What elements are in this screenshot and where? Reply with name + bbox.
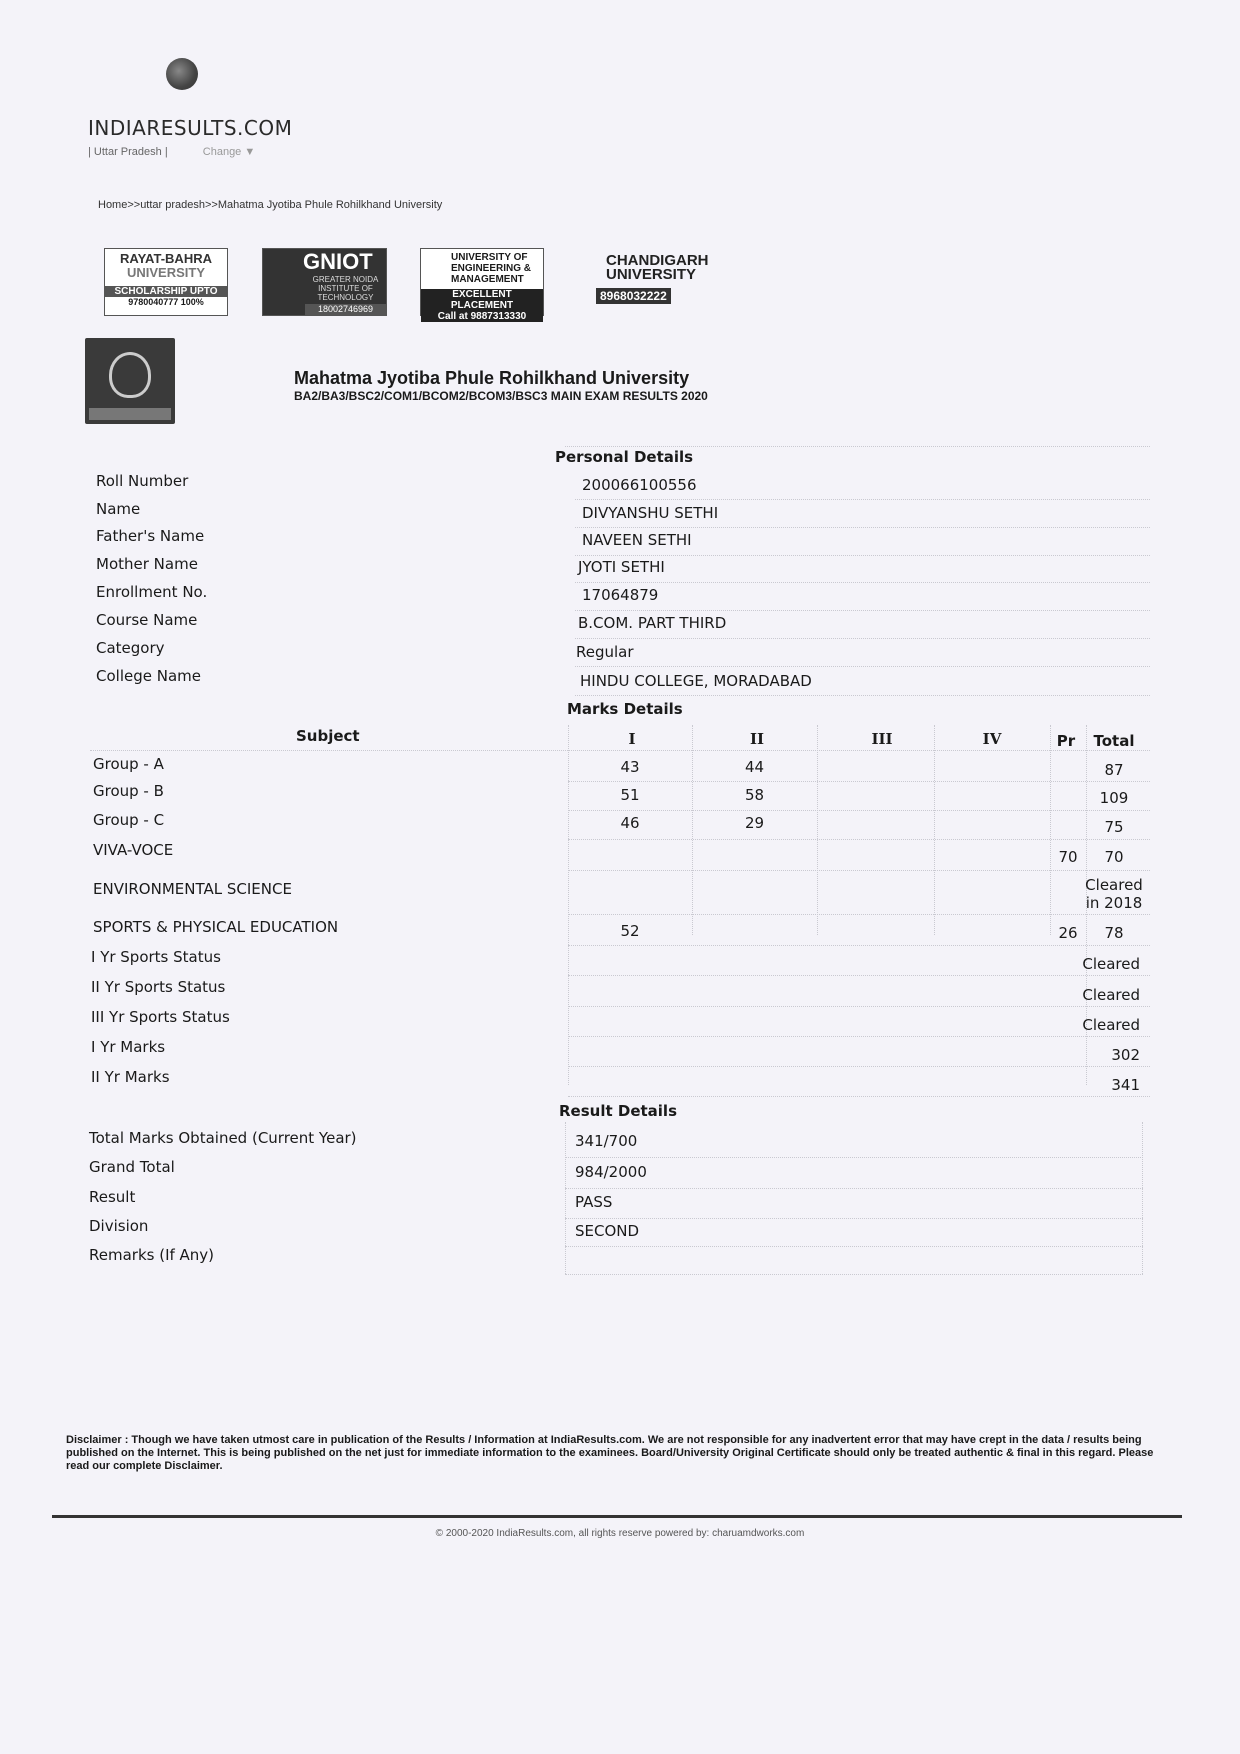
col-header-pr: Pr bbox=[1056, 732, 1076, 750]
result-value: 341/700 bbox=[575, 1132, 638, 1150]
change-state-link[interactable]: Change ▼ bbox=[202, 146, 256, 158]
state-label: | Uttar Pradesh | bbox=[88, 146, 168, 158]
footer-divider bbox=[52, 1515, 1182, 1518]
ad-gn-phone: 18002746969 bbox=[305, 304, 386, 315]
status-value: Cleared bbox=[1082, 955, 1140, 973]
personal-value: 17064879 bbox=[582, 586, 659, 604]
col-header-iii: III bbox=[871, 730, 893, 748]
status-value: 341 bbox=[1111, 1076, 1140, 1094]
ad-rb-title: RAYAT-BAHRA bbox=[120, 251, 212, 266]
marks-i: 43 bbox=[620, 758, 640, 776]
personal-label: Category bbox=[96, 639, 165, 657]
status-value: Cleared bbox=[1082, 1016, 1140, 1034]
personal-value: 200066100556 bbox=[582, 476, 697, 494]
status-label: II Yr Sports Status bbox=[91, 978, 226, 996]
status-label: II Yr Marks bbox=[91, 1068, 170, 1086]
marks-i: 46 bbox=[620, 814, 640, 832]
ad-chandigarh[interactable] bbox=[578, 248, 709, 316]
personal-label: Father's Name bbox=[96, 527, 205, 545]
col-header-ii: II bbox=[749, 730, 765, 748]
personal-value: DIVYANSHU SETHI bbox=[582, 504, 719, 522]
site-logo-text[interactable]: INDIARESULTS.COM bbox=[88, 116, 293, 140]
status-label: III Yr Sports Status bbox=[91, 1008, 230, 1026]
state-selector bbox=[88, 146, 255, 158]
result-label: Division bbox=[89, 1217, 149, 1235]
university-emblem-icon bbox=[85, 338, 175, 424]
personal-label: Name bbox=[96, 500, 141, 518]
subject-name: SPORTS & PHYSICAL EDUCATION bbox=[93, 918, 339, 936]
ad-gniot[interactable] bbox=[262, 248, 387, 316]
subject-name: Group - C bbox=[93, 811, 165, 829]
ad-uem-phone: Call at 9887313330 bbox=[421, 311, 543, 322]
col-header-i: I bbox=[628, 730, 636, 748]
marks-details-heading: Marks Details bbox=[567, 700, 683, 718]
col-header-subject: Subject bbox=[296, 727, 360, 745]
result-value: SECOND bbox=[575, 1222, 640, 1240]
marks-pr: 70 bbox=[1058, 848, 1078, 866]
status-label: I Yr Sports Status bbox=[91, 948, 221, 966]
ad-rb-phone: 9780040777 100% bbox=[128, 297, 204, 307]
result-label: Total Marks Obtained (Current Year) bbox=[89, 1129, 357, 1147]
personal-value: JYOTI SETHI bbox=[578, 558, 665, 576]
result-label: Result bbox=[89, 1188, 136, 1206]
personal-value: HINDU COLLEGE, MORADABAD bbox=[580, 672, 812, 690]
ad-rb-sub: UNIVERSITY bbox=[126, 265, 205, 280]
footer-copyright: © 2000-2020 IndiaResults.com, all rights reserve powered by: charuamdworks.com bbox=[435, 1528, 805, 1539]
ad-uem[interactable] bbox=[420, 248, 544, 322]
ad-gn-sub: GREATER NOIDA INSTITUTE OF TECHNOLOGY bbox=[312, 275, 379, 302]
result-value: PASS bbox=[575, 1193, 613, 1211]
result-label: Grand Total bbox=[89, 1158, 175, 1176]
disclaimer-text: Disclaimer : Though we have taken utmost care in publication of the Results / Information at IndiaResults.com. We are not responsible for any inadvertent error that may have crept in the data / results being published on the Internet. This is being published on the net just for immediate information to the examinees. Board/University Original Certificate should only be treated authentic & final in this regard. Please read our complete Disclaimer. bbox=[66, 1434, 1154, 1472]
exam-title: BA2/BA3/BSC2/COM1/BCOM2/BCOM3/BSC3 MAIN EXAM RESULTS 2020 bbox=[294, 389, 708, 403]
status-value: Cleared bbox=[1082, 986, 1140, 1004]
result-value: 984/2000 bbox=[575, 1163, 647, 1181]
globe-logo-icon bbox=[166, 58, 198, 90]
university-name: Mahatma Jyotiba Phule Rohilkhand University bbox=[294, 368, 690, 388]
result-label: Remarks (If Any) bbox=[89, 1246, 215, 1264]
marks-total: 109 bbox=[1099, 789, 1129, 807]
ad-uem-band: EXCELLENT PLACEMENT bbox=[421, 289, 543, 311]
subject-name: Group - B bbox=[93, 782, 164, 800]
personal-label: College Name bbox=[96, 667, 201, 685]
status-label: I Yr Marks bbox=[91, 1038, 166, 1056]
personal-details-heading: Personal Details bbox=[555, 448, 694, 466]
personal-label: Roll Number bbox=[96, 472, 189, 490]
marks-pr: 26 bbox=[1058, 924, 1078, 942]
col-header-iv: IV bbox=[982, 730, 1002, 748]
personal-value: B.COM. PART THIRD bbox=[578, 614, 727, 632]
personal-label: Mother Name bbox=[96, 555, 198, 573]
personal-value: Regular bbox=[576, 643, 634, 661]
result-details-heading: Result Details bbox=[559, 1102, 677, 1120]
personal-value: NAVEEN SETHI bbox=[582, 531, 692, 549]
status-value: 302 bbox=[1111, 1046, 1140, 1064]
subject-name: ENVIRONMENTAL SCIENCE bbox=[93, 880, 292, 898]
ad-rb-band: SCHOLARSHIP UPTO bbox=[105, 286, 227, 297]
marks-total: 87 bbox=[1104, 761, 1124, 779]
ad-cu-phone: 8968032222 bbox=[596, 288, 671, 304]
ad-rayat-bahra[interactable] bbox=[104, 248, 228, 316]
marks-ii: 58 bbox=[744, 786, 765, 804]
col-header-total: Total bbox=[1093, 732, 1135, 750]
marks-ii: 44 bbox=[744, 758, 765, 776]
marks-total: Cleared in 2018 bbox=[1085, 876, 1143, 912]
personal-label: Course Name bbox=[96, 611, 198, 629]
subject-name: Group - A bbox=[93, 755, 164, 773]
marks-total: 78 bbox=[1104, 924, 1124, 942]
marks-total: 75 bbox=[1104, 818, 1124, 836]
ad-gn-title: GNIOT bbox=[303, 249, 373, 274]
personal-label: Enrollment No. bbox=[96, 583, 208, 601]
marks-i: 52 bbox=[620, 922, 640, 940]
marks-total: 70 bbox=[1104, 848, 1124, 866]
ad-uem-title: UNIVERSITY OF ENGINEERING & MANAGEMENT bbox=[451, 252, 532, 285]
breadcrumb[interactable]: Home>>uttar pradesh>>Mahatma Jyotiba Phule Rohilkhand University bbox=[98, 199, 443, 211]
marks-i: 51 bbox=[620, 786, 640, 804]
ad-cu-title: CHANDIGARH UNIVERSITY bbox=[606, 252, 709, 283]
marks-ii: 29 bbox=[744, 814, 765, 832]
subject-name: VIVA-VOCE bbox=[93, 841, 174, 859]
